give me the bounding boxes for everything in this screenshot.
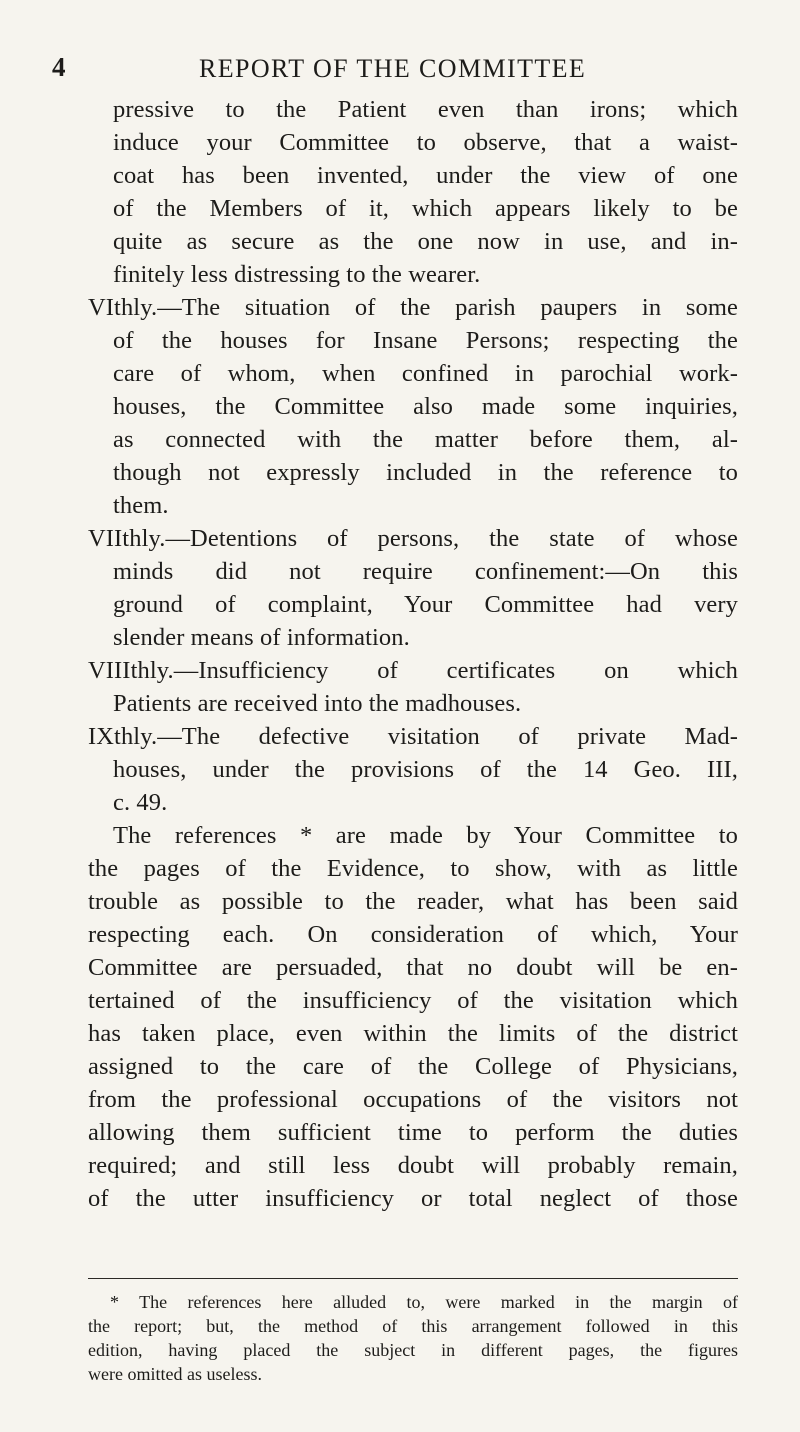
running-head: REPORT OF THE COMMITTEE bbox=[199, 54, 587, 83]
text-line: pressive to the Patient even than irons; which bbox=[113, 96, 738, 123]
footnote bbox=[88, 1290, 738, 1386]
page-number: 4 bbox=[52, 52, 67, 82]
text-line: of the Members of it, which appears likely to be bbox=[113, 195, 738, 222]
text-line: VIIIthly.—Insufficiency of certificates on which bbox=[88, 657, 738, 684]
text-line: care of whom, when confined in parochial work- bbox=[113, 360, 738, 387]
text-line: required; and still less doubt will probably remain, bbox=[88, 1152, 738, 1179]
text-line: quite as secure as the one now in use, and in- bbox=[113, 228, 738, 255]
text-line: induce your Committee to observe, that a waist- bbox=[113, 129, 738, 156]
text-line: tertained of the insufficiency of the visitation which bbox=[88, 987, 738, 1014]
text-line: of the utter insufficiency or total neglect of those bbox=[88, 1185, 738, 1212]
footnote-line: edition, having placed the subject in different pages, the figures bbox=[88, 1340, 738, 1360]
text-line: finitely less distressing to the wearer. bbox=[113, 261, 481, 288]
text-line: VIthly.—The situation of the parish paupers in some bbox=[88, 294, 738, 321]
text-line: of the houses for Insane Persons; respecting the bbox=[113, 327, 738, 354]
text-line: slender means of information. bbox=[113, 624, 410, 651]
text-line: as connected with the matter before them, al- bbox=[113, 426, 738, 453]
text-line: allowing them sufficient time to perform the duties bbox=[88, 1119, 738, 1146]
text-line: has taken place, even within the limits of the district bbox=[88, 1020, 738, 1047]
text-line: the pages of the Evidence, to show, with as little bbox=[88, 855, 738, 882]
footnote-divider bbox=[88, 1278, 738, 1279]
footnote-line: were omitted as useless. bbox=[88, 1364, 262, 1384]
footnote-line: the report; but, the method of this arrangement followed in this bbox=[88, 1316, 738, 1336]
text-line: minds did not require confinement:—On this bbox=[113, 558, 738, 585]
text-line: them. bbox=[113, 492, 169, 519]
text-line: from the professional occupations of the visitors not bbox=[88, 1086, 738, 1113]
text-line: c. 49. bbox=[113, 789, 168, 816]
text-line: trouble as possible to the reader, what has been said bbox=[88, 888, 738, 915]
text-line: coat has been invented, under the view of one bbox=[113, 162, 738, 189]
text-line: The references * are made by Your Committee to bbox=[113, 822, 738, 849]
text-line: respecting each. On consideration of which, Your bbox=[88, 921, 738, 948]
text-line: houses, under the provisions of the 14 Geo. III, bbox=[113, 756, 738, 783]
footnote-line: * The references here alluded to, were marked in the margin of bbox=[110, 1292, 738, 1312]
text-line: though not expressly included in the reference to bbox=[113, 459, 738, 486]
text-line: Committee are persuaded, that no doubt will be en- bbox=[88, 954, 738, 981]
text-line: IXthly.—The defective visitation of private Mad- bbox=[88, 723, 738, 750]
text-line: houses, the Committee also made some inquiries, bbox=[113, 393, 738, 420]
body-text bbox=[88, 93, 738, 1215]
text-line: assigned to the care of the College of Physicians, bbox=[88, 1053, 738, 1080]
text-line: ground of complaint, Your Committee had very bbox=[113, 591, 738, 618]
text-line: Patients are received into the madhouses. bbox=[113, 690, 522, 717]
page-header bbox=[52, 52, 748, 92]
text-line: VIIthly.—Detentions of persons, the state of whose bbox=[88, 525, 738, 552]
